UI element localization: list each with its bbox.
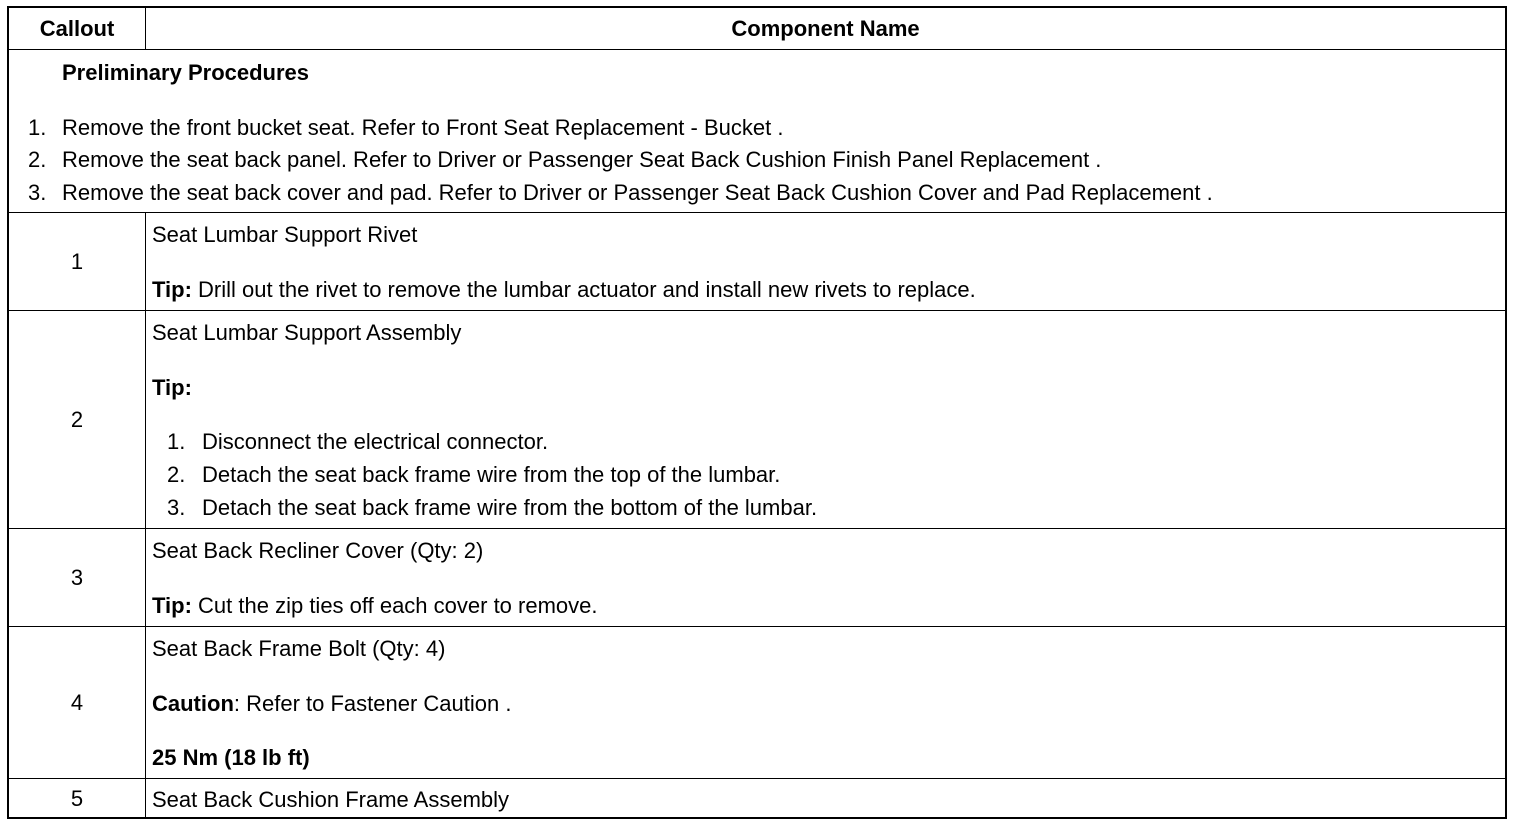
table-row (9, 212, 1505, 310)
preliminary-step-number: 2. (28, 147, 47, 172)
component-name-column-header: Component Name (731, 15, 920, 41)
tip-step-text: Detach the seat back frame wire from the top of the lumbar. (202, 462, 781, 487)
preliminary-step-text: Remove the seat back panel. Refer to Driver or Passenger Seat Back Cushion Finish Panel Replacement . (62, 147, 1102, 172)
preliminary-step-number: 1. (28, 115, 47, 140)
torque-spec: 25 Nm (18 lb ft) (152, 745, 310, 770)
tip-note: Tip: Drill out the rivet to remove the lumbar actuator and install new rivets to replace. (152, 277, 976, 302)
callout-number: 3 (9, 529, 146, 626)
preliminary-procedures-row (9, 49, 1505, 212)
callout-number: 5 (9, 779, 146, 819)
tip-step-text: Disconnect the electrical connector. (202, 429, 549, 454)
tip-note: Tip: Cut the zip ties off each cover to remove. (152, 593, 598, 618)
preliminary-step-number: 3. (28, 180, 47, 205)
callout-number: 2 (9, 311, 146, 528)
preliminary-procedures-title: Preliminary Procedures (62, 60, 310, 85)
table-header-row (9, 8, 1505, 49)
tip-step-number: 1. (167, 429, 186, 454)
component-name: Seat Lumbar Support Assembly (152, 320, 462, 345)
tip-step-number: 2. (167, 462, 186, 487)
callout-number: 4 (9, 627, 146, 778)
component-name: Seat Lumbar Support Rivet (152, 222, 418, 247)
callout-column-header: Callout (9, 8, 146, 49)
callout-number: 1 (9, 213, 146, 310)
table-row (9, 528, 1505, 626)
preliminary-step-text: Remove the front bucket seat. Refer to Front Seat Replacement - Bucket . (62, 115, 784, 140)
table-row (9, 778, 1505, 819)
preliminary-step-text: Remove the seat back cover and pad. Refer to Driver or Passenger Seat Back Cushion Cover and Pad Replacement . (62, 180, 1213, 205)
tip-label: Tip: (152, 375, 192, 400)
tip-step-text: Detach the seat back frame wire from the bottom of the lumbar. (202, 495, 818, 520)
table-row (9, 626, 1505, 778)
callout-table (7, 6, 1507, 819)
tip-step-number: 3. (167, 495, 186, 520)
component-name: Seat Back Cushion Frame Assembly (152, 787, 510, 812)
component-name: Seat Back Frame Bolt (Qty: 4) (152, 636, 446, 661)
caution-note: Caution: Refer to Fastener Caution . (152, 691, 512, 716)
component-name: Seat Back Recliner Cover (Qty: 2) (152, 538, 484, 563)
table-row (9, 310, 1505, 528)
